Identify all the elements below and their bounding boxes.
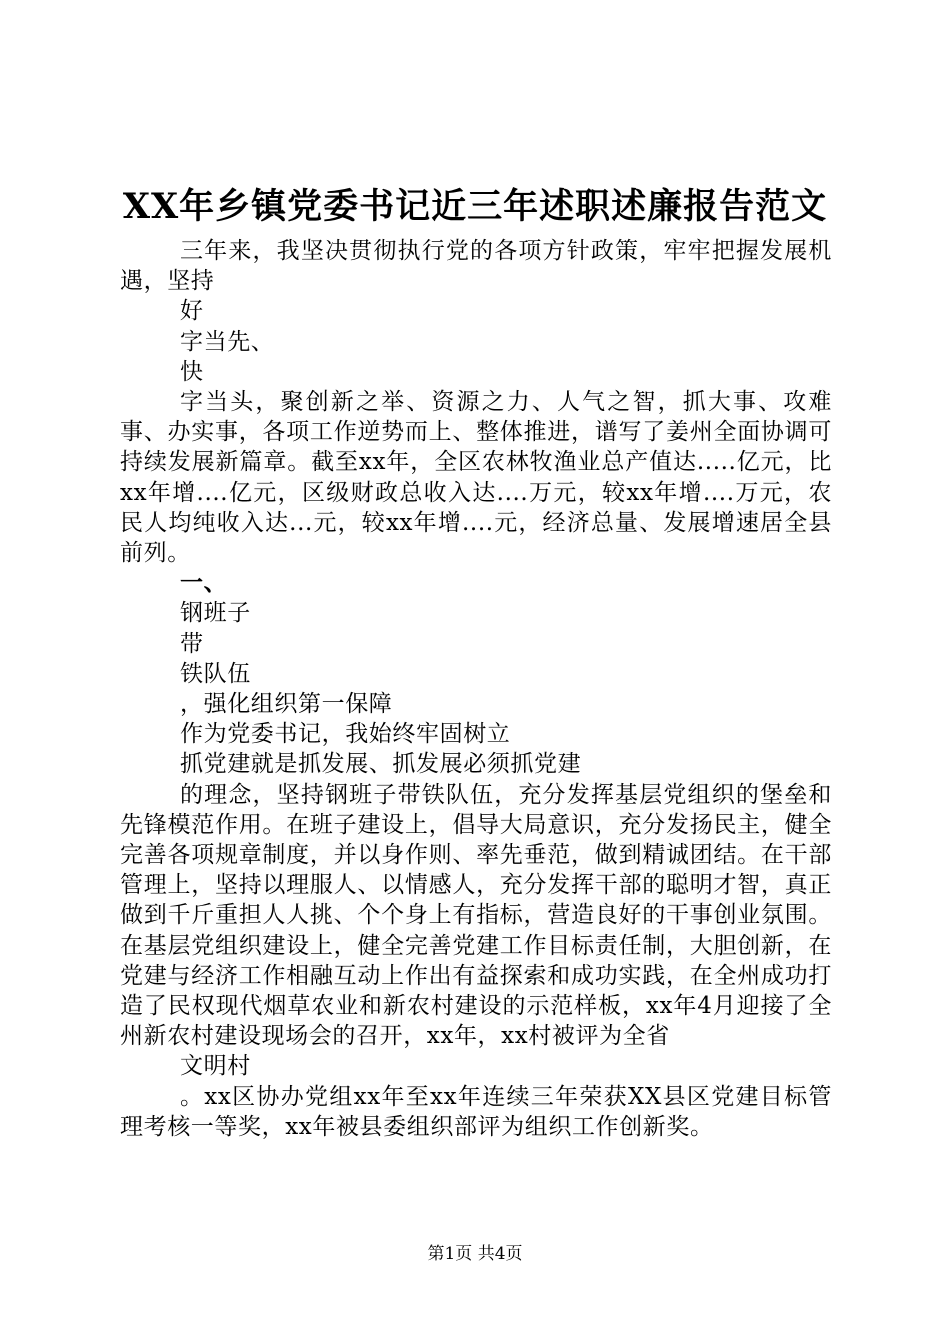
- paragraph-intro: 三年来，我坚决贯彻执行党的各项方针政策，牢牢把握发展机遇，坚持: [120, 238, 832, 295]
- paragraph-fragment: 文明村: [180, 1053, 251, 1080]
- paragraph-economy: 字当头，聚创新之举、资源之力、人气之智，抓大事、攻难事、办实事，各项工作逆势而上、整体推进，谱写了姜州全面协调可持续发展新篇章。截至xx年，全区农林牧渔业总产值达.....亿元，比xx年增....亿元，区级财政总收入达....万元，较xx年增....万元，农民人均纯收入达...元，较xx年增....元，经济总量、发展增速居全县前列。: [120, 389, 832, 567]
- paragraph-fragment: 字当先、: [180, 328, 275, 355]
- section-heading-number: 一、: [180, 569, 228, 597]
- paragraph-fragment: ，强化组织第一保障: [180, 691, 393, 718]
- document-title: XX年乡镇党委书记近三年述职述廉报告范文: [122, 186, 828, 227]
- paragraph-fragment: 抓党建就是抓发展、抓发展必须抓党建: [180, 751, 582, 778]
- paragraph-fragment: 好: [180, 298, 204, 325]
- paragraph-fragment: 钢班子: [180, 600, 251, 627]
- paragraph-awards: 。xx区协办党组xx年至xx年连续三年荣获XX县区党建目标管理考核一等奖，xx年被县委组织部评为组织工作创新奖。: [120, 1083, 832, 1140]
- paragraph-fragment: 快: [180, 358, 204, 385]
- paragraph-party-building: 的理念，坚持钢班子带铁队伍，充分发挥基层党组织的堡垒和先锋模范作用。在班子建设上，倡导大局意识，充分发扬民主，健全完善各项规章制度，并以身作则、率先垂范，做到精诚团结。在干部管理上，坚持以理服人、以情感人，充分发挥干部的聪明才智，真正做到千斤重担人人挑、个个身上有指标，营造良好的干事创业氛围。在基层党组织建设上，健全完善党建工作目标责任制，大胆创新，在党建与经济工作相融互动上作出有益探索和成功实践，在全州成功打造了民权现代烟草农业和新农村建设的示范样板，xx年4月迎接了全州新农村建设现场会的召开，xx年，xx村被评为全省: [120, 781, 832, 1050]
- paragraph-fragment: 铁队伍: [180, 660, 251, 687]
- page-footer: 第1页 共4页: [427, 1244, 523, 1264]
- paragraph-fragment: 作为党委书记，我始终牢固树立: [180, 721, 511, 748]
- paragraph-fragment: 带: [180, 630, 204, 657]
- document-body: [120, 236, 832, 1142]
